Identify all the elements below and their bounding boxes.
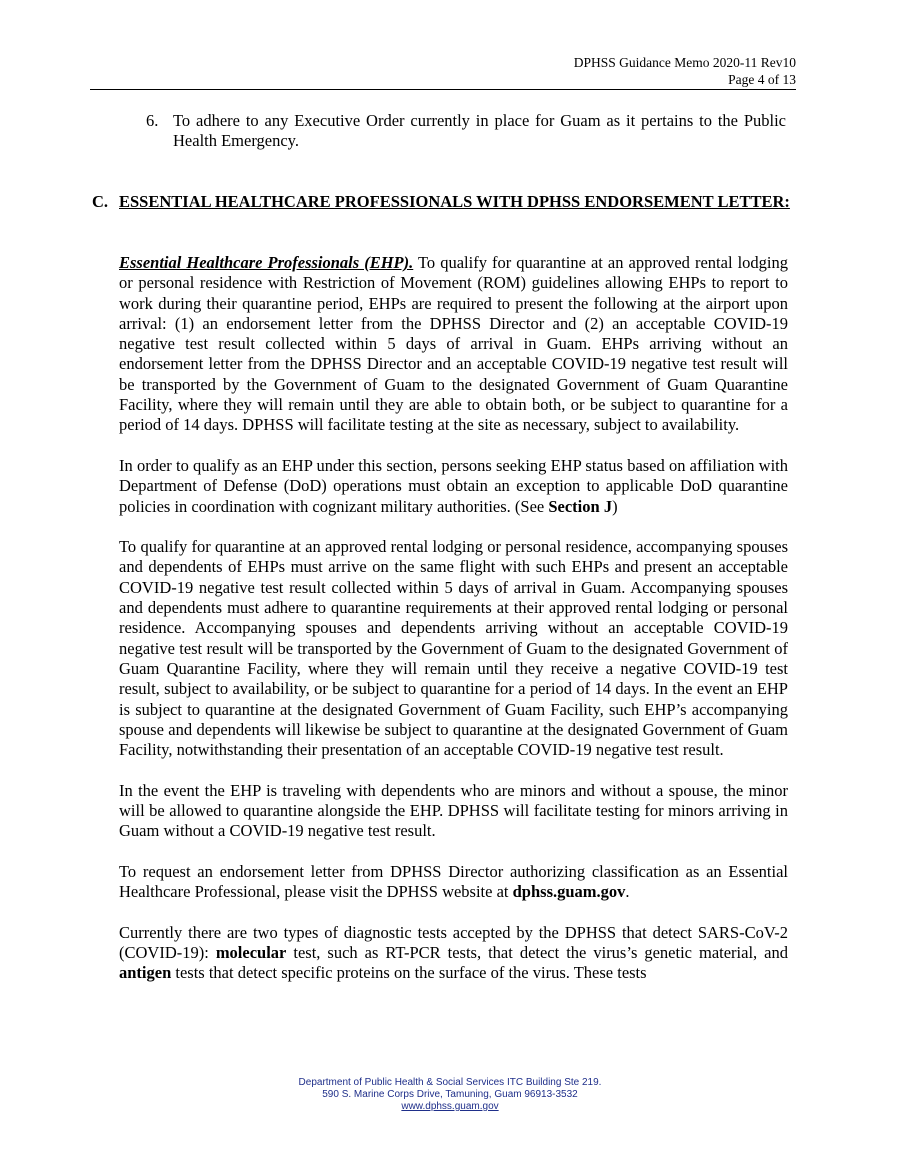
paragraph-spouses-dependents — [119, 537, 788, 760]
molecular-term: molecular — [215, 943, 287, 963]
paragraph-text: Currently there are two types of diagnostic tests accepted by the DPHSS that detect SARS-CoV-2 (COVID-19): — [119, 922, 788, 963]
footer-address-line-2: 590 S. Marine Corps Drive, Tamuning, Guam 96913-3532 — [322, 1089, 578, 1100]
paragraph-text: In the event the EHP is traveling with dependents who are minors and without a spouse, the minor will be allowed to quarantine alongside the EHP. DPHSS will facilitate testing for minors arriving in Guam without a COVID-19 negative test result. — [119, 780, 788, 841]
page-number: Page 4 of 13 — [728, 72, 796, 87]
paragraph-text: To qualify for quarantine at an approved rental lodging or personal residence with Restriction of Movement (ROM) guidelines allowing EHPs to report to work during their quarantine period, EHPs are required to present the following at the airport upon arrival: (1) an endorsement letter from the DPHSS Director and (2) an acceptable COVID-19 negative test result collected within 5 days of arrival in Guam. EHPs arriving without an endorsement letter from the DPHSS Director and an acceptable COVID-19 negative test result will be transported by the Government of Guam to the designated Government of Guam Quarantine Facility, where they will remain until they are able to obtain both, or be subject to quarantine for a period of 14 days. DPHSS will facilitate testing at the site as necessary, subject to availability. — [119, 253, 788, 435]
list-item-text: To adhere to any Executive Order currently in place for Guam as it pertains to the Public Health Emergency. — [173, 111, 786, 151]
section-body — [119, 253, 788, 1004]
section-letter: C. — [92, 192, 109, 211]
section-title: ESSENTIAL HEALTHCARE PROFESSIONALS WITH DPHSS ENDORSEMENT LETTER: — [119, 192, 790, 211]
paragraph-text: In order to qualify as an EHP under this section, persons seeking EHP status based on affiliation with Department of Defense (DoD) operations must obtain an exception to applicable DoD quarantine policies in coordination with cognizant military authorities. (See — [119, 455, 788, 516]
section-j-reference: Section J — [548, 496, 613, 516]
paragraph-text: To request an endorsement letter from DPHSS Director authorizing classification as an Essential Healthcare Professional, please visit the DPHSS website at — [119, 861, 788, 902]
list-item-number: 6. — [146, 111, 159, 130]
antigen-term: antigen — [119, 963, 172, 983]
dphss-website-reference: dphss.guam.gov — [512, 882, 626, 902]
footer-address-line-1: Department of Public Health & Social Services ITC Building Ste 219. — [298, 1077, 602, 1088]
memo-id: DPHSS Guidance Memo 2020-11 Rev10 — [573, 55, 796, 70]
paragraph-minors — [119, 781, 788, 842]
paragraph-endorsement-request: To request an endorsement letter from DPHSS Director authorizing classification as an Essential Healthcare Professional, please visit the DPHSS website at dphss.guam.gov. — [119, 861, 788, 902]
paragraph-ehp-definition — [119, 253, 788, 436]
header-rule — [90, 89, 796, 90]
paragraph-text: To qualify for quarantine at an approved rental lodging or personal residence, accompanying spouses and dependents of EHPs must arrive on the same flight with such EHPs and present an acceptable COVID-19 negative test result collected within 5 days of arrival in Guam. Accompanying spouses and dependents must adhere to quarantine requirements at their approved rental lodging or personal residence. Accompanying spouses and dependents arriving without an acceptable COVID-19 negative test result will be transported by the Government of Guam to the designated Government of Guam Quarantine Facility, where they will remain until they receive a negative COVID-19 test result, subject to availability, or be subject to quarantine for a period of 14 days. In the event an EHP is subject to quarantine at the designated Government of Guam Facility, such EHP’s accompanying spouse and dependents will likewise be subject to quarantine at the designated Government of Guam Facility, notwithstanding their presentation of an acceptable COVID-19 negative test result. — [119, 537, 788, 760]
page-header — [574, 54, 796, 88]
ehp-lead-term: Essential Healthcare Professionals (EHP). — [119, 253, 414, 272]
footer-website-link[interactable]: www.dphss.guam.gov — [401, 1101, 499, 1112]
paragraph-test-types: Currently there are two types of diagnostic tests accepted by the DPHSS that detect SARS-CoV-2 (COVID-19): molecular test, such as RT-PCR tests, that detect the virus’s genetic material, and antigen tests that detect specific proteins on the surface of the virus. These tests — [119, 922, 788, 983]
page-footer — [0, 1077, 900, 1113]
paragraph-dod-affiliation: In order to qualify as an EHP under this section, persons seeking EHP status based on affiliation with Department of Defense (DoD) operations must obtain an exception to applicable DoD quarantine policies in coordination with cognizant military authorities. (See Section J) — [119, 455, 788, 516]
list-item-6 — [146, 111, 786, 152]
section-heading — [92, 192, 794, 212]
